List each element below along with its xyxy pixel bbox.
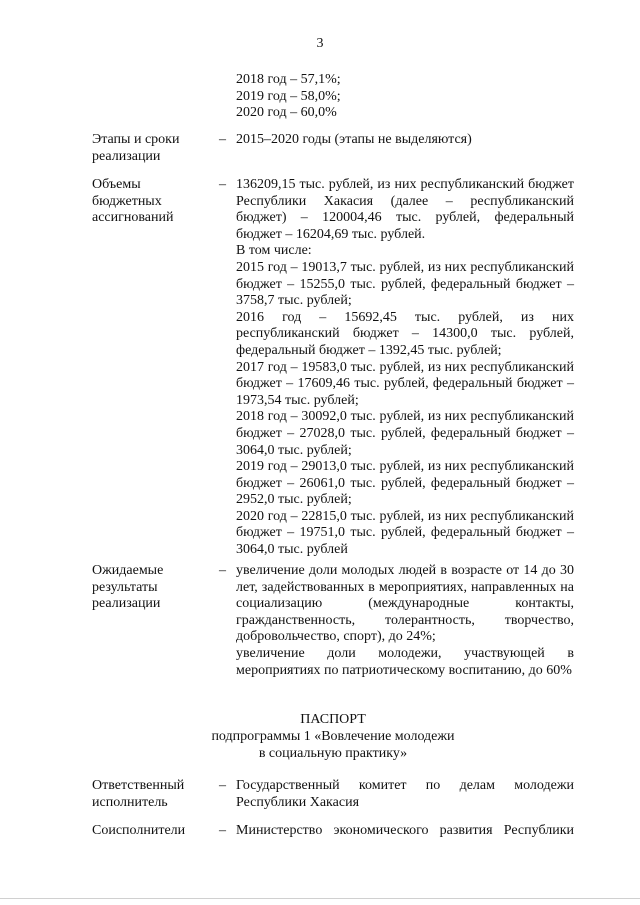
- label-line: Объемы: [92, 177, 141, 192]
- content-line: 2020 год – 22815,0 тыс. рублей, из них республиканский: [236, 508, 574, 524]
- content-line: бюджет – 26061,0 тыс. рублей, федеральный бюджет –: [236, 475, 574, 491]
- percent-line: 2018 год – 57,1%;: [236, 72, 341, 87]
- label-line: Этапы и сроки: [92, 132, 180, 147]
- results-text: [236, 563, 574, 679]
- content-line: увеличение доли молодых людей в возрасте от 14 до 30: [236, 563, 574, 578]
- coexecutors-text: [236, 823, 574, 840]
- stages-text: [236, 132, 574, 149]
- content-line: 1973,54 тыс. рублей;: [236, 392, 359, 408]
- content-line: гражданственность, толерантность, творчество,: [236, 612, 574, 628]
- content-line: 2017 год – 19583,0 тыс. рублей, из них республиканский: [236, 359, 574, 375]
- content-line: 2952,0 тыс. рублей;: [236, 492, 352, 508]
- content-line: 3758,7 тыс. рублей;: [236, 293, 352, 309]
- content-line: Республики Хакасия (далее – республиканский: [236, 193, 574, 209]
- top-percent-lines: [236, 72, 341, 122]
- coexecutors-dash: –: [219, 823, 226, 838]
- page-edge-divider: [0, 898, 640, 899]
- budget-dash: –: [219, 177, 226, 192]
- results-label: [92, 563, 212, 613]
- label-line: Ответственный: [92, 778, 185, 793]
- label-line: реализации: [92, 148, 161, 164]
- content-line: бюджет) – 120004,46 тыс. рублей, федеральный: [236, 210, 574, 226]
- content-line: бюджет – 19751,0 тыс. рублей, федеральный бюджет –: [236, 525, 574, 541]
- content-line: добровольчество, спорт), до 24%;: [236, 629, 436, 645]
- label-line: ассигнований: [92, 210, 174, 226]
- content-line: Государственный комитет по делам молодежи: [236, 778, 574, 793]
- results-dash: –: [219, 563, 226, 578]
- content-line: бюджет – 27028,0 тыс. рублей, федеральный бюджет –: [236, 425, 574, 441]
- content-line: бюджет – 15255,0 тыс. рублей, федеральный бюджет –: [236, 276, 574, 292]
- content-line: Республики Хакасия: [236, 794, 360, 810]
- budget-text: [236, 177, 574, 559]
- content-line: социализацию (международные контакты,: [236, 596, 574, 612]
- stages-dash: –: [219, 132, 226, 147]
- label-line: реализации: [92, 596, 161, 612]
- subtitle-line: в социальную практику»: [258, 745, 408, 761]
- content-line: 2015–2020 годы (этапы не выделяются): [236, 132, 472, 147]
- content-line: 3064,0 тыс. рублей: [236, 542, 348, 558]
- content-line: 2018 год – 30092,0 тыс. рублей, из них республиканский: [236, 409, 574, 425]
- content-line: увеличение доли молодежи, участвующей в: [236, 645, 574, 661]
- passport-subtitle: [92, 729, 574, 762]
- label-line: результаты: [92, 579, 158, 595]
- subtitle-line: подпрограммы 1 «Вовлечение молодежи: [211, 729, 455, 744]
- content-line: бюджет – 16204,69 тыс. рублей.: [236, 226, 426, 242]
- page-number: 3: [316, 36, 324, 51]
- budget-label: [92, 177, 212, 227]
- passport-title: ПАСПОРТ: [300, 712, 366, 727]
- content-line: лет, задействованных в мероприятиях, направленных на: [236, 579, 574, 595]
- content-line: республиканский бюджет – 14300,0 тыс. рублей,: [236, 326, 574, 342]
- label-line: Соисполнители: [92, 823, 186, 838]
- executor-text: [236, 778, 574, 811]
- executor-label: [92, 778, 212, 811]
- coexecutors-label: [92, 823, 212, 840]
- content-line: 2016 год – 15692,45 тыс. рублей, из них: [236, 309, 574, 325]
- content-line: 136209,15 тыс. рублей, из них республиканский бюджет: [236, 177, 574, 192]
- stages-label: [92, 132, 212, 165]
- content-line: Министерство экономического развития Республики: [236, 823, 574, 838]
- label-line: исполнитель: [92, 794, 168, 810]
- label-line: бюджетных: [92, 193, 162, 209]
- content-line: бюджет – 17609,46 тыс. рублей, федеральный бюджет –: [236, 376, 574, 392]
- executor-dash: –: [219, 778, 226, 793]
- percent-line: 2019 год – 58,0%;: [236, 88, 341, 104]
- content-line: федеральный бюджет – 1392,45 тыс. рублей;: [236, 342, 502, 358]
- percent-line: 2020 год – 60,0%: [236, 105, 337, 121]
- content-line: В том числе:: [236, 243, 312, 259]
- label-line: Ожидаемые: [92, 563, 164, 578]
- content-line: 3064,0 тыс. рублей;: [236, 442, 352, 458]
- content-line: 2015 год – 19013,7 тыс. рублей, из них республиканский: [236, 259, 574, 275]
- content-line: 2019 год – 29013,0 тыс. рублей, из них республиканский: [236, 459, 574, 475]
- content-line: мероприятиях по патриотическому воспитанию, до 60%: [236, 662, 572, 678]
